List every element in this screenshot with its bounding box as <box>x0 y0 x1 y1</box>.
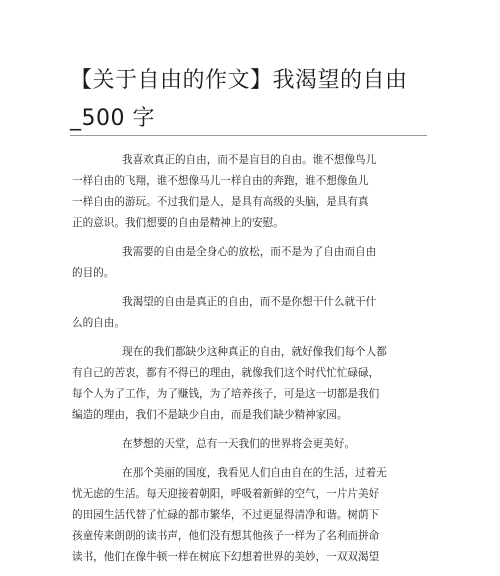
paragraph-3 <box>72 292 424 334</box>
paragraph-6 <box>72 463 424 568</box>
paragraph-line: 我渴望的自由是真正的自由，而不是你想干什么就干什 <box>122 296 377 308</box>
paragraph-line: 在梦想的天堂，总有一天我们的世界将会更美好。 <box>122 438 356 450</box>
paragraph-line: 孩童传来朗朗的读书声，他们没有想其他孩子一样为了名利而拼命 <box>72 530 380 542</box>
paragraph-line: 么的自由。 <box>72 317 125 329</box>
paragraph-2 <box>72 242 424 284</box>
paragraph-line: 忧无虑的生活。每天迎接着朝阳，呼吸着新鲜的空气，一片片美好 <box>72 488 380 500</box>
paragraph-line: 正的意识。我们想要的自由是精神上的安慰。 <box>72 217 284 229</box>
paragraph-4 <box>72 342 424 426</box>
paragraph-line: 在那个美丽的国度，我看见人们自由自在的生活，过着无 <box>122 467 387 479</box>
paragraph-line: 的目的。 <box>72 267 115 279</box>
paragraph-line: 每个人为了工作，为了赚钱，为了培养孩子，可是这一切都是我们 <box>72 388 380 400</box>
document-body <box>72 150 424 576</box>
paragraph-line: 我喜欢真正的自由，而不是盲目的自由。谁不想像鸟儿 <box>122 154 377 166</box>
title-divider <box>70 135 427 136</box>
paragraph-5 <box>72 434 424 455</box>
document-title <box>70 62 430 138</box>
paragraph-line: 有自己的苦衷，都有不得已的理由，就像我们这个时代忙忙碌碌， <box>72 367 380 379</box>
paragraph-line: 编造的理由，我们不是缺少自由，而是我们缺少精神家园。 <box>72 409 348 421</box>
paragraph-line: 的田园生活代替了忙碌的都市繁华，不过更显得清净和谐。树荫下 <box>72 509 380 521</box>
paragraph-1 <box>72 150 424 234</box>
paragraph-line: 现在的我们都缺少这种真正的自由，就好像我们每个人都 <box>122 346 387 358</box>
paragraph-line: 我需要的自由是全身心的放松，而不是为了自由而自由 <box>122 246 377 258</box>
paragraph-line: 一样自由的飞翔，谁不想像马儿一样自由的奔跑，谁不想像鱼儿 <box>72 175 369 187</box>
paragraph-line: 读书，他们在像牛顿一样在树底下幻想着世界的美妙，一双双渴望 <box>72 551 380 563</box>
title-line-1: 【关于自由的作文】我渴望的自由 <box>70 68 408 93</box>
title-line-2: _500 字 <box>70 106 155 131</box>
paragraph-line: 一样自由的游玩。不过我们是人，是具有高级的头脑，是具有真 <box>72 196 369 208</box>
